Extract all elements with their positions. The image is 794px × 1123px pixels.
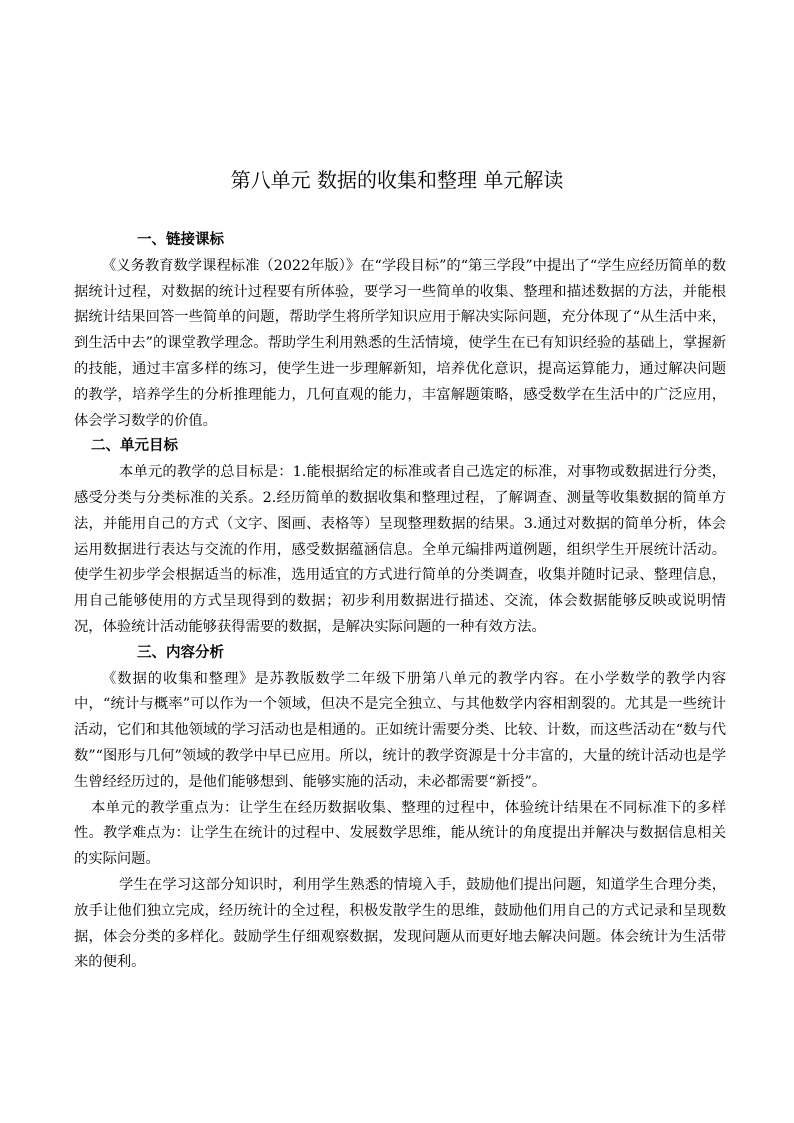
section-paragraph: 学生在学习这部分知识时，利用学生熟悉的情境入手，鼓励他们提出问题，知道学生合理分类，放手让他们独立完成，经历统计的全过程，积极发散学生的思维，鼓励他们用自己的方式记录和呈现数据，体会分类的多样化。鼓励学生仔细观察数据，发现问题从而更好地去解决问题。体会统计为生活带来的便利。 xyxy=(74,876,726,971)
section-paragraph: 《义务教育数学课程标准（2022年版）》在“学段目标”的“第三学段”中提出了“学生应经历简单的数据统计过程，对数据的统计过程要有所体验，要学习一些简单的收集、整理和描述数据的方法，并能根据统计结果回答一些简单的问题，帮助学生将所学知识应用于解决实际问题，充分体现了“从生活中来，到生活中去”的课堂教学理念。帮助学生利用熟悉的生活情境，使学生在已有知识经验的基础上，掌握新的技能，通过丰富多样的练习，使学生进一步理解新知，培养优化意识，提高运算能力，通过解决问题的教学，培养学生的分析推理能力，几何直观的能力，丰富解题策略，感受数学在生活中的广泛应用，体会学习数学的价值。 xyxy=(74,257,726,429)
section-heading-content-analysis: 三、内容分析 xyxy=(137,644,224,661)
document-body xyxy=(74,228,726,976)
section-heading-curriculum: 一、链接课标 xyxy=(137,232,224,248)
section-paragraph: 本单元的教学的总目标是：1.能根据给定的标准或者自己选定的标准，对事物或数据进行分类，感受分类与分类标准的关系。2.经历简单的数据收集和整理过程，了解调查、测量等收集数据的简单方法，并能用自己的方式（文字、图画、表格等）呈现整理数据的结果。3.通过对数据的简单分析，体会运用数据进行表达与交流的作用，感受数据蕴涵信息。全单元编排两道例题，组织学生开展统计活动。使学生初步学会根据适当的标准，选用适宜的方式进行简单的分类调查，收集并随时记录、整理信息，用自己能够使用的方式呈现得到的数据；初步利用数据进行描述、交流，体会数据能够反映或说明情况，体验统计活动能够获得需要的数据，是解决实际问题的一种有效方法。 xyxy=(74,464,726,635)
section-paragraph: 《数据的收集和整理》是苏教版数学二年级下册第八单元的教学内容。在小学数学的教学内容中，“统计与概率”可以作为一个领域，但决不是完全独立、与其他数学内容相割裂的。尤其是一些统计活动，它们和其他领域的学习活动也是相通的。正如统计需要分类、比较、计数，而这些活动在“数与代数”“图形与几何”领域的教学中早已应用。所以，统计的教学资源是十分丰富的，大量的统计活动也是学生曾经经历过的，是他们能够想到、能够实施的活动，未必都需要“新授”。 xyxy=(74,670,726,790)
section-heading-unit-goals: 二、单元目标 xyxy=(91,438,178,455)
document-title: 第八单元 数据的收集和整理 单元解读 xyxy=(230,168,564,192)
section-paragraph: 本单元的教学重点为：让学生在经历数据收集、整理的过程中，体验统计结果在不同标准下的多样性。教学难点为：让学生在统计的过程中、发展数学思维，能从统计的角度提出并解决与数据信息相关的实际问题。 xyxy=(74,799,726,868)
